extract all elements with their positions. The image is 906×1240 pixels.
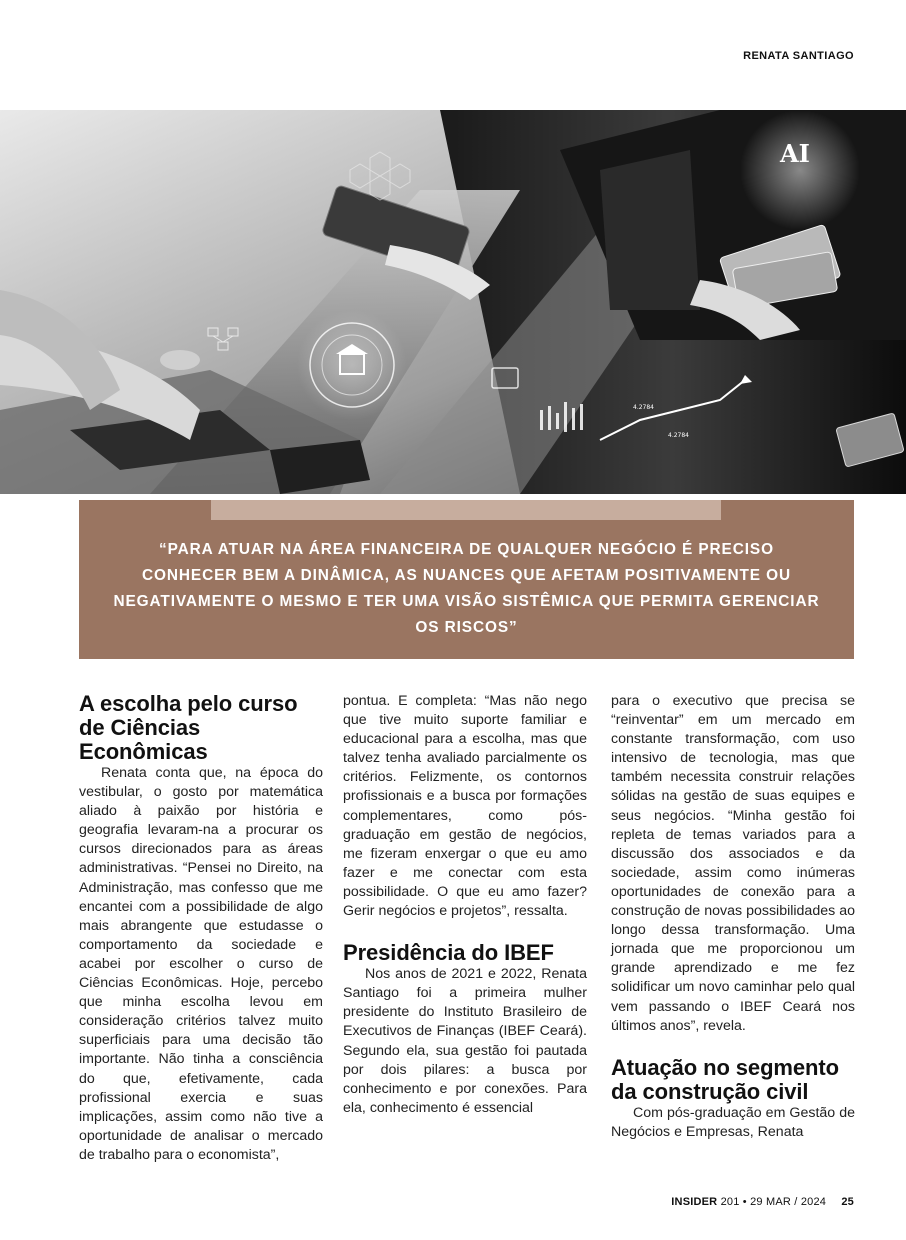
- article-paragraph: Nos anos de 2021 e 2022, Renata Santiago foi a primeira mulher presidente do Instituto Brasileiro de Executivos de Finanças (IBEF Ceará). Segundo ela, sua gestão foi pautada por dois pilares: a busca por conhecimento e por conexões. Para ela, conhecimento é essencial: [343, 966, 587, 1116]
- page-number: 25: [841, 1196, 854, 1208]
- magazine-name: INSIDER: [671, 1196, 718, 1208]
- ticker-value-2: 4.2784: [668, 432, 689, 439]
- article-paragraph: Renata conta que, na época do vestibular, o gosto por matemática aliado à paixão por história e geografia levaram-na a procurar os cursos direcionados para as áreas administrativas. “Pensei no Direito, na Administração, mas confesso que me encantei com a possibilidade de algo mais abrangente que estudasse o comportamento da sociedade e acabei por escolher o curso de Ciências Econômicas. Hoje, percebo que minha escolha levou em consideração critérios talvez muito superficiais para uma decisão tão importante. Não tinha a consciência do que, efetivamente, cada profissional exercia e suas implicações, assim como não tive a oportunidade de analisar o mercado de trabalho para o economista”,: [79, 765, 323, 1163]
- article-paragraph: para o executivo que precisa se “reinventar” em um mercado em constante transformação, com uso intensivo de tecnologia, mas que também necessita construir relações sólidas na gestão de suas equipes e seus negócios. “Minha gestão foi repleta de temas variados para a discussão dos associados e da sociedade, assim como inúmeras oportunidades de conexão para a construção de novas possibilidades ao longo dessa transformação. Uma jornada que me proporcionou um grande aprendizado e me fez solidificar um novo caminhar pelo qual vem passando o IBEF Ceará nos últimos anos”, revela.: [611, 693, 855, 1034]
- article-column-2: [343, 692, 587, 1118]
- author-name: RENATA SANTIAGO: [743, 50, 854, 62]
- issue-info: 201 • 29 MAR / 2024: [720, 1196, 827, 1208]
- section-heading-escolha: A escolha pelo curso de Ciências Econômicas: [79, 691, 298, 764]
- ticker-value-1: 4.2784: [633, 404, 654, 411]
- hero-photo-collage: [0, 110, 906, 494]
- pull-quote-text: “PARA ATUAR NA ÁREA FINANCEIRA DE QUALQUER NEGÓCIO É PRECISO CONHECER BEM A DINÂMICA, AS NUANCES QUE AFETAM POSITIVAMENTE OU NEGATIVAMENTE O MESMO E TER UMA VISÃO SISTÊMICA QUE PERMITA GERENCIAR OS RISCOS”: [113, 541, 820, 636]
- article-column-3: [611, 692, 855, 1142]
- section-heading-construcao: Atuação no segmento da construção civil: [611, 1054, 839, 1104]
- section-heading-presidencia: Presidência do IBEF: [343, 940, 554, 966]
- article-paragraph: pontua. E completa: “Mas não nego que tive muito suporte familiar e educacional para a escolha, mas que talvez tenha avaliado parcialmente os critérios. Felizmente, os contornos profissionais e a busca por formações complementares, como pós-graduação em gestão de negócios, me fizeram enxergar o que eu amo fazer e me conectar com esta possibilidade. O que eu amo fazer? Gerir negócios e projetos”, ressalta.: [343, 693, 587, 920]
- article-paragraph: Com pós-graduação em Gestão de Negócios e Empresas, Renata: [611, 1104, 855, 1140]
- page-footer: [671, 1196, 854, 1208]
- pull-quote-box: [79, 500, 854, 659]
- pull-quote-accent-bar: [211, 500, 721, 520]
- hero-image: [0, 110, 906, 494]
- ai-badge: AI: [780, 139, 810, 168]
- article-column-1: [79, 692, 323, 1165]
